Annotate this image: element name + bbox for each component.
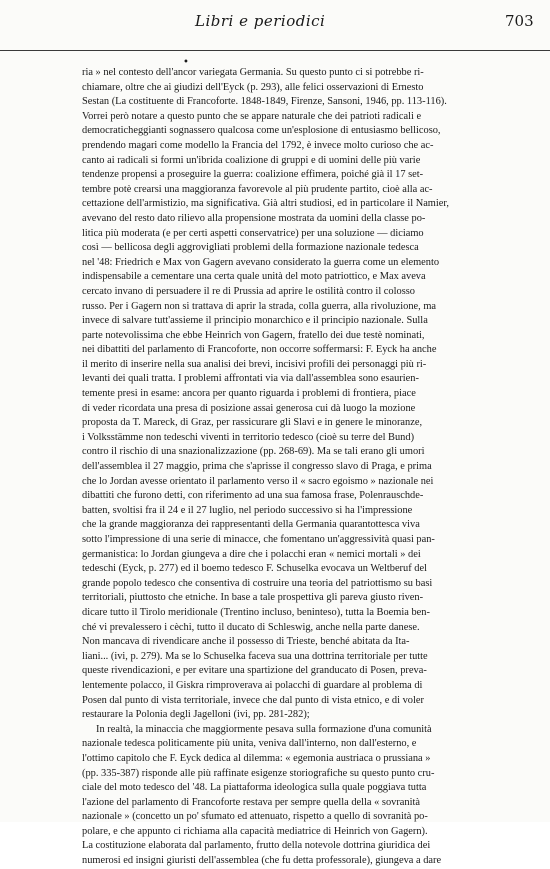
text-line: batten, svoltisi fra il 24 e il 27 luglio, nel periodo successivo si ha l'impressione [82, 504, 413, 516]
running-head [0, 0, 550, 51]
text-line: queste rivendicazioni, e per evitare una spartizione del granducato di Posen, preva- [82, 665, 427, 677]
text-line: nazionale tedesca politicamente più unita, veniva dall'interno, non dall'esterno, e [82, 738, 417, 750]
text-line: In realtà, la minaccia che maggiormente pesava sulla formazione d'una comunità [96, 723, 432, 735]
text-line: ria » nel contesto dell'ancor variegata Germania. Su questo punto ci si potrebbe ri- [82, 67, 424, 78]
text-line: numerosi ed insigni giuristi dell'assemblea (che fu detta professorale), giungeva a dare [82, 855, 442, 867]
running-title: Libri e periodici [195, 12, 326, 30]
text-line: ciale del moto tedesco del '48. La piattaforma ideologica sulla quale poggiava tutta [82, 782, 427, 794]
text-line: il merito di inserire nella sua analisi dei brevi, incisivi profili dei personaggi più ri- [82, 358, 427, 370]
text-line: tendenze propensi a proseguire la guerra: coalizione effimera, poiché già il 17 set- [82, 169, 424, 181]
text-line: Non mancava di rivendicare anche il possesso di Trieste, benché abitata da Ita- [82, 636, 410, 648]
text-line: restaurare la Polonia degli Jagelloni (ivi, pp. 281-282); [82, 709, 310, 721]
text-line: dibattiti che furono detti, con riferimento ad una sua famosa frase, Polenrauschde- [82, 490, 424, 502]
body-text [82, 66, 520, 869]
text-line: indispensabile a cementare una certa quale unità del moto patriottico, e Max aveva [82, 271, 426, 283]
text-line: di veder ricordata una presa di posizione assai generosa cui dà luogo la mozione [82, 402, 416, 414]
text-line: La costituzione elaborata dal parlamento, frutto della notevole dottrina giuridica dei [82, 840, 431, 852]
text-line: tedeschi (Eyck, p. 277) ed il boemo tedesco F. Schuselka evocava un Weltberuf del [82, 563, 427, 575]
text-line: (pp. 335-387) risponde alle più raffinate esigenze storiografiche su questo punto cru- [82, 767, 435, 779]
printer-mark-icon: • [183, 57, 189, 68]
text-line: dell'assemblea il 27 maggio, prima che s'aprisse il congresso slavo di Praga, e prima [82, 461, 432, 473]
page-number: 703 [505, 12, 534, 30]
text-line: l'azione del parlamento di Francoforte restava per sempre quella della « sovranità [82, 796, 420, 808]
text-line: nel '48: Friedrich e Max von Gagern avevano considerato la guerra come un elemento [82, 256, 440, 268]
text-line: russo. Per i Gagern non si trattava di aprir la strada, colla guerra, alla rivoluzione, ma [82, 300, 437, 312]
text-line: dicare tutto il Tirolo meridionale (Trentino incluso, beninteso), tutta la Boemia ben- [82, 606, 430, 618]
text-line: contro il rischio di una snazionalizzazione (pp. 268-69). Ma se tali erano gli umori [82, 446, 425, 458]
text-line: che lo Jordan avesse orientato il parlamento verso il « sacro egoismo » nazionale nei [82, 475, 434, 487]
text-line: sotto l'impressione di una serie di minacce, che fomentano un'aggressività quasi pan- [82, 534, 435, 545]
text-line: germanistica: lo Jordan giungeva a dire che i polacchi eran « nemici mortali » dei [82, 548, 421, 560]
paragraph [82, 66, 520, 723]
text-line: così — bellicosa degli aggrovigliati problemi della formazione nazionale tedesca [82, 242, 419, 254]
text-line: avevano del resto dato rilievo alla propensione mostrata da uomini della classe po- [82, 212, 426, 224]
text-line: proposta da T. Mareck, di Graz, per rassicurare gli Slavi e in genere le minoranze, [82, 417, 423, 429]
text-line: nazionale » (concetto un po' sfumato ed attenuato, rispetto a quello di sovranità po- [82, 811, 428, 823]
text-line: cettazione dell'armistizio, ma significativa. Già altri studiosi, ed in particolare il Namier, [82, 198, 450, 210]
text-line: l'ottimo capitolo che F. Eyck dedica al dilemma: « egemonia austriaca o prussiana » [82, 752, 431, 764]
text-line: Vorrei però notare a questo punto che se appare naturale che dei patrioti radicali e [82, 110, 422, 122]
text-line: cercato invano di persuadere il re di Prussia ad aprire le ostilità contro il colosso [82, 285, 415, 297]
text-line: temente presi in esame: ancora per quanto riguarda i problemi di frontiera, piace [82, 388, 416, 400]
text-line: territoriali, piuttosto che etniche. In base a tale prospettiva gli pareva giusto riven- [82, 592, 424, 604]
text-line: levanti dei quali tratta. I problemi affrontati via via dall'assemblea sono esaurien- [82, 373, 419, 385]
text-line: litica più moderata (e per certi aspetti conservatrice) per una soluzione — diciamo [82, 227, 424, 239]
text-line: Sestan (La costituente di Francoforte. 1848-1849, Firenze, Sansoni, 1946, pp. 113-116). [82, 96, 447, 108]
text-line: i Volksstämme non tedeschi viventi in territorio tedesco (cioè su terre del Bund) [82, 431, 415, 443]
text-line: parte notevolissima che ebbe Heinrich von Gagern, fratello dei due testè nominati, [82, 329, 425, 341]
text-line: grande popolo tedesco che consentiva di costruire una teoria del patriottismo su basi [82, 577, 433, 589]
text-line: polare, e che appunto ci richiama alla capacità mediatrice di Heinrich von Gagern). [82, 825, 428, 837]
text-line: Posen dal punto di vista territoriale, invece che dal punto di vista etnico, e di voler [82, 694, 424, 706]
text-line: invece di salvare tutt'assieme il principio monarchico e il principio nazionale. Sulla [82, 315, 428, 327]
text-line: democraticheggianti sognassero qualcosa come un'esplosione di entusiasmo bellicoso, [82, 125, 441, 137]
text-line: lentemente polacco, il Giskra rimproverava ai polacchi di guardare al problema di [82, 679, 423, 691]
text-line: nei dibattiti del parlamento di Francoforte, non occorre soffermarsi: F. Eyck ha anche [82, 344, 437, 356]
text-line: canto ai radicali si formi un'ibrida coalizione di gruppi e di uomini delle più varie [82, 154, 421, 166]
text-line: liani... (ivi, p. 279). Ma se lo Schuselka faceva sua una dottrina territoriale per tutte [82, 650, 428, 662]
text-line: ché vi prevalessero i cèchi, tutto il ducato di Schleswig, anche nella parte danese. [82, 621, 420, 633]
paragraph [82, 723, 520, 869]
text-line: che la grande maggioranza dei rappresentanti della Germania quarantottesca viva [82, 519, 420, 531]
text-line: prendendo magari come modello la Francia del 1792, è invece molto curioso che ac- [82, 139, 434, 151]
text-line: tembre potè crearsi una maggioranza favorevole al più prudente partito, cioè alla ac- [82, 183, 433, 195]
text-line: chiamare, oltre che ai giudizi dell'Eyck (p. 293), alle felici osservazioni di Ernesto [82, 81, 424, 93]
